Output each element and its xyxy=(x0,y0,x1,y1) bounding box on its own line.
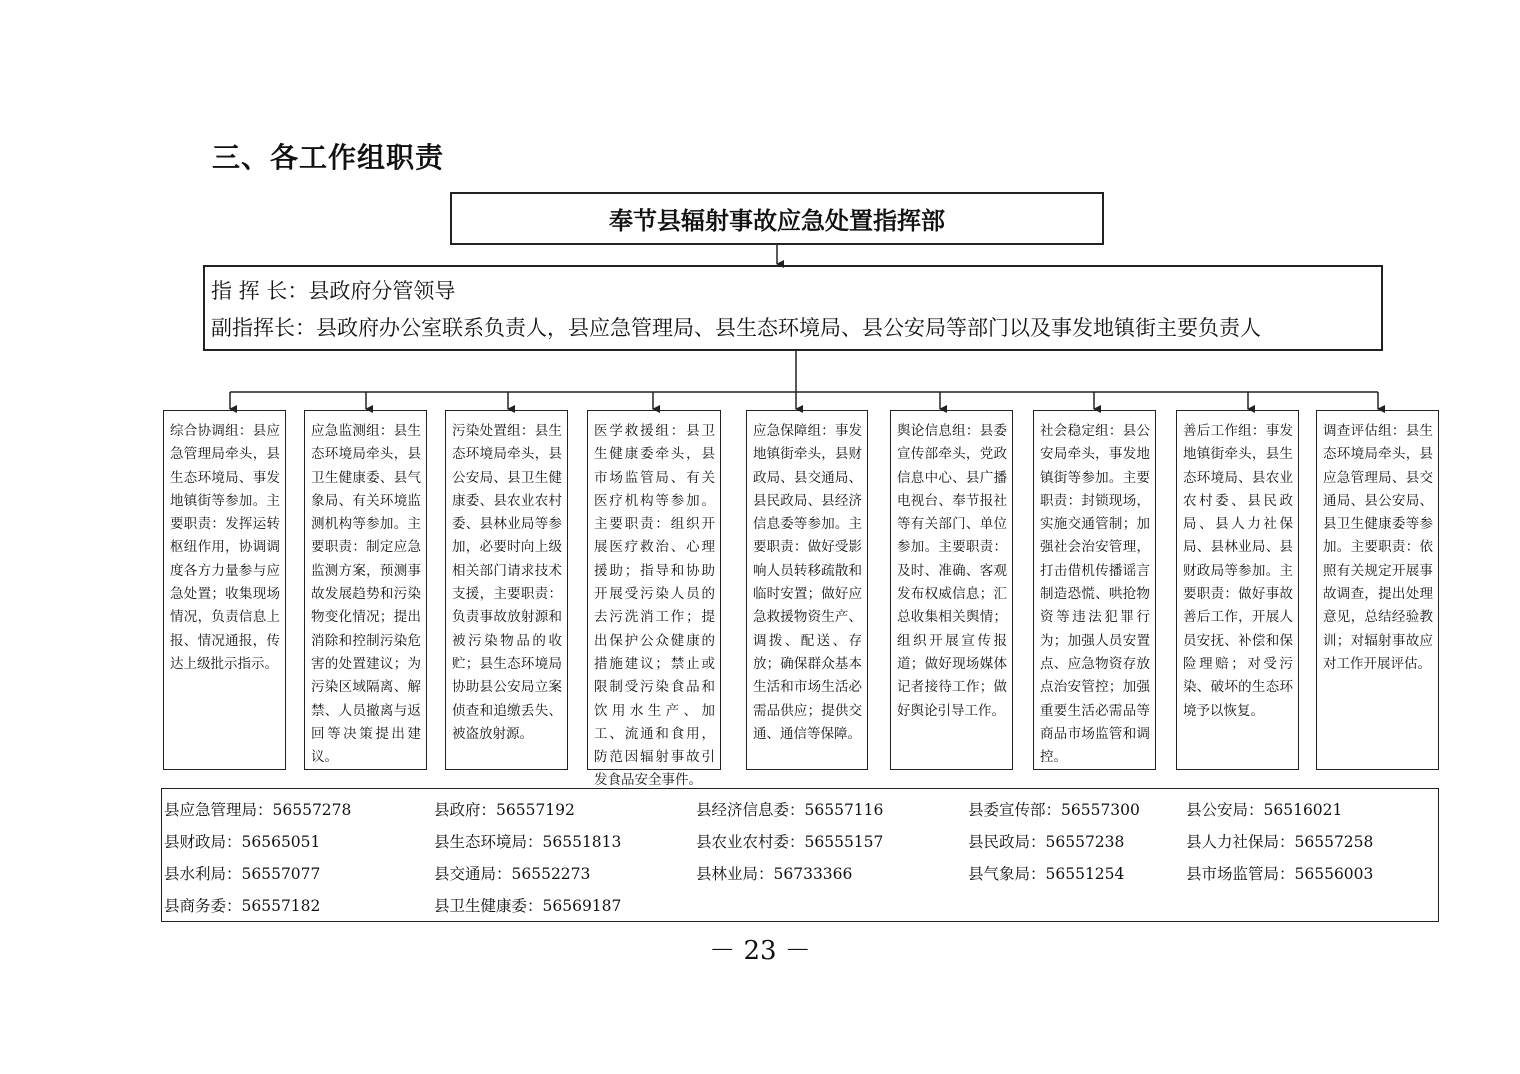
group-box-investigation: 调查评估组：县生态环境局牵头，县应急管理局、县交通局、县公安局、县卫生健康委等参加。主要职责：依照有关规定开展事故调查，提出处理意见，总结经验教训；对辐射事故应对工作开展评估。 xyxy=(1316,410,1439,770)
contact-entry: 县卫生健康委：56569187 xyxy=(434,897,622,915)
commander-line: 指 挥 长：县政府分管领导 xyxy=(211,279,456,303)
contact-entry: 县委宣传部：56557300 xyxy=(968,801,1140,819)
contact-entry: 县商务委：56557182 xyxy=(164,897,321,915)
group-box-monitoring: 应急监测组：县生态环境局牵头，县卫生健康委、县气象局、有关环境监测机构等参加。主要职责：制定应急监测方案，预测事故发展趋势和污染物变化情况；提出消除和控制污染危害的处置建议；为污染区域隔离、解禁、人员撤离与返回等决策提出建议。 xyxy=(304,410,427,770)
group-box-social-stability: 社会稳定组：县公安局牵头，事发地镇街等参加。主要职责：封锁现场，实施交通管制；加强社会治安管理，打击借机传播谣言制造恐慌、哄抢物资等违法犯罪行为；加强人员安置点、应急物资存放点治安管控；加强重要生活必需品等商品市场监管和调控。 xyxy=(1033,410,1156,770)
contact-entry: 县农业农村委：56555157 xyxy=(696,833,884,851)
contact-entry: 县应急管理局：56557278 xyxy=(164,801,352,819)
page-number: － 23 － xyxy=(709,936,811,966)
contact-entry: 县财政局：56565051 xyxy=(164,833,321,851)
group-box-emergency-support: 应急保障组：事发地镇街牵头，县财政局、县交通局、县民政局、县经济信息委等参加。主要职责：做好受影响人员转移疏散和临时安置；做好应急救援物资生产、调拨、配送、存放；确保群众基本生活和市场生活必需品供应；提供交通、通信等保障。 xyxy=(746,410,868,770)
contact-entry: 县经济信息委：56557116 xyxy=(696,801,884,819)
group-box-coordination: 综合协调组：县应急管理局牵头，县生态环境局、事发地镇街等参加。主要职责：发挥运转枢纽作用，协调调度各方力量参与应急处置；收集现场情况，负责信息上报、情况通报，传达上级批示指示。 xyxy=(163,410,286,770)
group-box-pollution-disposal: 污染处置组：县生态环境局牵头，县公安局、县卫生健康委、县农业农村委、县林业局等参加，必要时向上级相关部门请求技术支援，主要职责：负责事故放射源和被污染物品的收贮；县生态环境局协助县公安局立案侦查和追缴丢失、被盗放射源。 xyxy=(445,410,568,770)
contact-entry: 县政府：56557192 xyxy=(434,801,575,819)
group-box-public-opinion: 舆论信息组：县委宣传部牵头，党政信息中心、县广播电视台、奉节报社等有关部门、单位参加。主要职责：及时、准确、客观发布权威信息；汇总收集相关舆情；组织开展宣传报道；做好现场媒体记者接待工作；做好舆论引导工作。 xyxy=(890,410,1013,770)
contact-entry: 县生态环境局：56551813 xyxy=(434,833,622,851)
group-box-medical-rescue: 医学救援组：县卫生健康委牵头，县市场监管局、有关医疗机构等参加。主要职责：组织开展医疗救治、心理援助；指导和协助开展受污染人员的去污洗消工作；提出保护公众健康的措施建议；禁止或限制受污染食品和饮用水生产、加工、流通和食用，防范因辐射事故引发食品安全事件。 xyxy=(587,410,721,770)
contact-entry: 县水利局：56557077 xyxy=(164,865,321,883)
contact-entry: 县民政局：56557238 xyxy=(968,833,1125,851)
deputy-commander-line: 副指挥长：县政府办公室联系负责人，县应急管理局、县生态环境局、县公安局等部门以及事发地镇街主要负责人 xyxy=(211,316,1261,340)
contact-entry: 县市场监管局：56556003 xyxy=(1186,865,1374,883)
contact-entry: 县公安局：56516021 xyxy=(1186,801,1343,819)
headquarters-box: 奉节县辐射事故应急处置指挥部 xyxy=(450,192,1104,245)
group-box-aftermath: 善后工作组：事发地镇街牵头，县生态环境局、县农业农村委、县民政局、县人力社保局、县林业局、县财政局等参加。主要职责：做好事故善后工作，开展人员安抚、补偿和保险理赔；对受污染、破坏的生态环境予以恢复。 xyxy=(1176,410,1299,770)
contact-entry: 县交通局：56552273 xyxy=(434,865,591,883)
contact-entry: 县人力社保局：56557258 xyxy=(1186,833,1374,851)
section-title: 三、各工作组职责 xyxy=(212,141,445,174)
contact-entry: 县林业局：56733366 xyxy=(696,865,853,883)
contact-entry: 县气象局：56551254 xyxy=(968,865,1125,883)
